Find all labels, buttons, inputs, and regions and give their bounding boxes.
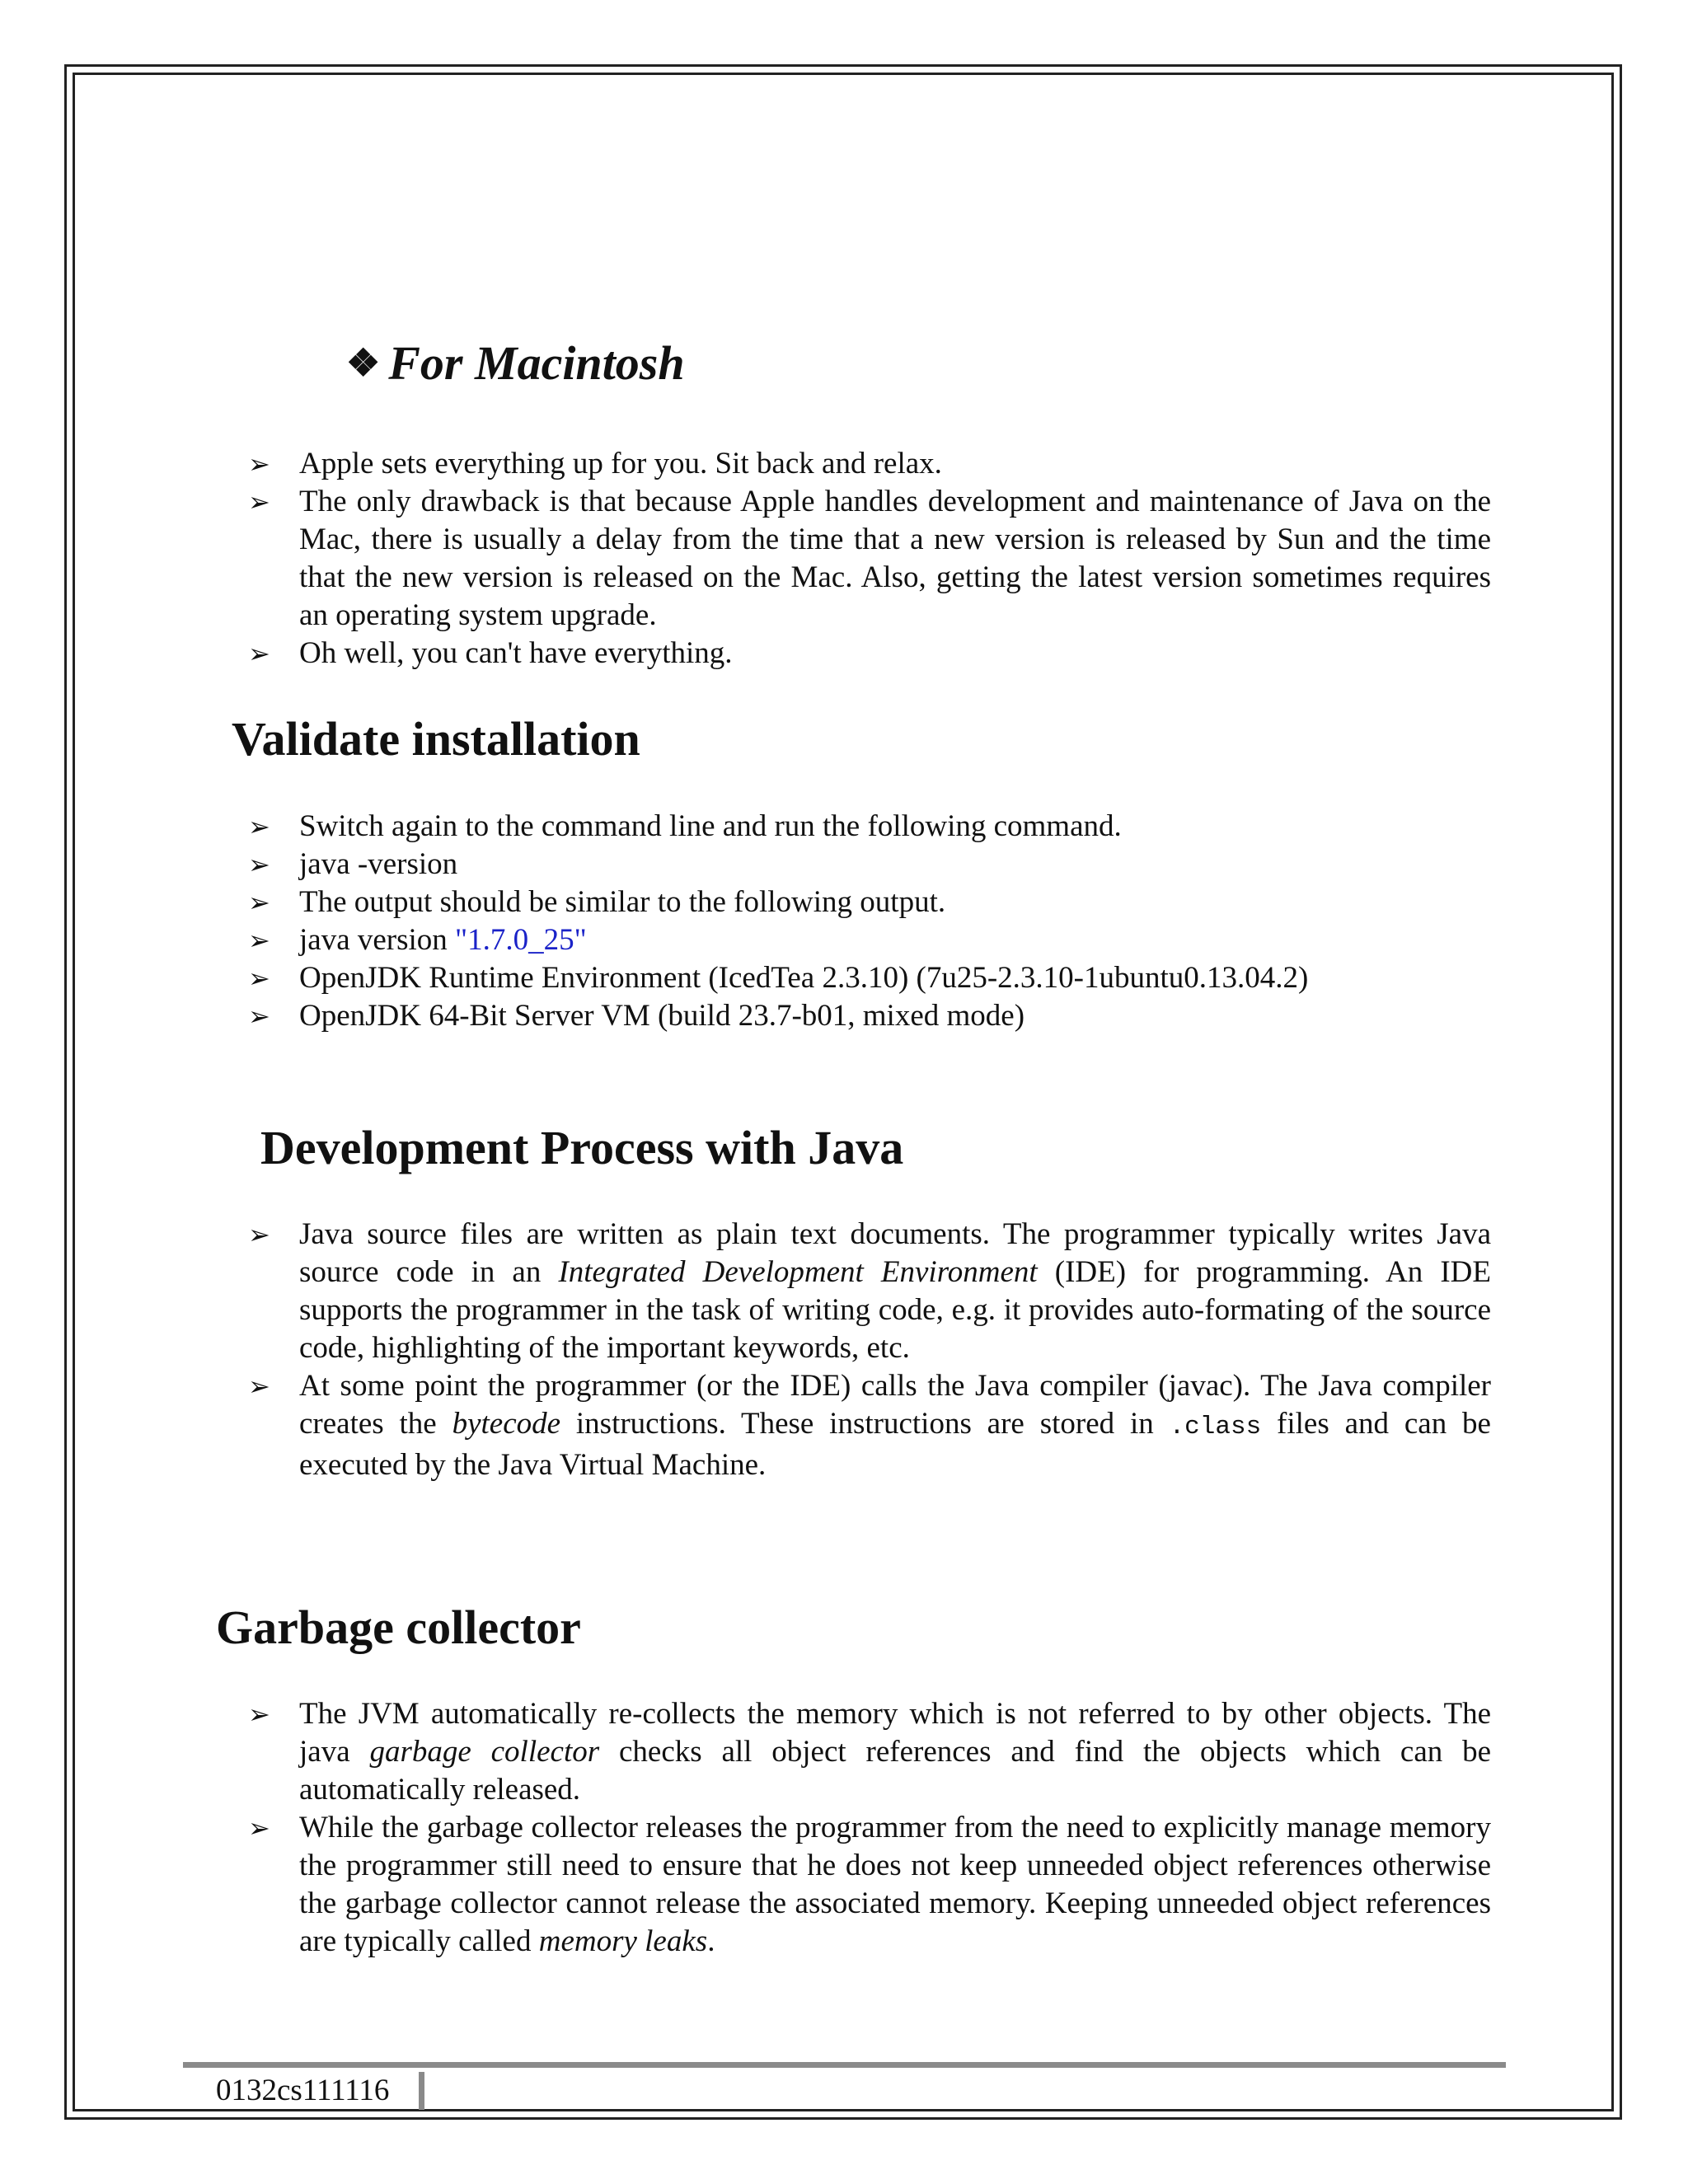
four-diamond-icon: ❖	[346, 342, 381, 384]
devprocess-heading: Development Process with Java	[260, 1121, 904, 1174]
arrow-bullet-icon: ➢	[248, 448, 270, 480]
arrow-bullet-icon: ➢	[248, 1371, 270, 1402]
list-item: ➢ Switch again to the command line and run the following command.	[248, 808, 1491, 846]
list-item: ➢ OpenJDK Runtime Environment (IcedTea 2.3.10) (7u25-2.3.10-1ubuntu0.13.04.2)	[248, 959, 1491, 997]
list-item: ➢ java version "1.7.0_25"	[248, 921, 1491, 959]
validate-heading: Validate installation	[232, 712, 640, 766]
arrow-bullet-icon: ➢	[248, 1001, 270, 1032]
arrow-bullet-icon: ➢	[248, 963, 270, 994]
footer-divider	[419, 2072, 424, 2110]
arrow-bullet-icon: ➢	[248, 1219, 270, 1250]
arrow-bullet-icon: ➢	[248, 1699, 270, 1730]
arrow-bullet-icon: ➢	[248, 925, 270, 956]
list-item: ➢ java -version	[248, 846, 1491, 883]
list-item: ➢ OpenJDK 64-Bit Server VM (build 23.7-b01, mixed mode)	[248, 997, 1491, 1035]
footer-rule	[183, 2062, 1506, 2068]
list-item: ➢ At some point the programmer (or the IDE) calls the Java compiler (javac). The Java compiler creates the bytecode instructions. These instructions are stored in .class files and can be executed by the Java Virtual Machine.	[248, 1369, 1491, 1482]
arrow-bullet-icon: ➢	[248, 887, 270, 918]
list-item: ➢ While the garbage collector releases the programmer from the need to explicitly manage memory the programmer still need to ensure that he does not keep unneeded object references otherwise the garbage collector cannot release the associated memory. Keeping unneeded object references are typically called memory leaks.	[248, 1811, 1491, 1958]
list-item: ➢ The output should be similar to the following output.	[248, 883, 1491, 921]
list-item: ➢ Java source files are written as plain text documents. The programmer typically writes Java source code in an Integrated Development Environment (IDE) for programming. An IDE supports the programmer in the task of writing code, e.g. it provides auto-formating of the source code, highlighting of the important keywords, etc.	[248, 1217, 1491, 1365]
arrow-bullet-icon: ➢	[248, 1812, 270, 1844]
mac-section-title: ❖ For Macintosh	[346, 336, 685, 390]
garbage-list	[248, 1695, 1491, 1961]
validate-list	[248, 808, 1491, 1035]
version-string: "1.7.0_25"	[455, 923, 587, 957]
footer-id: 0132cs111116	[216, 2074, 390, 2107]
garbage-heading: Garbage collector	[216, 1601, 581, 1654]
arrow-bullet-icon: ➢	[248, 486, 270, 518]
arrow-bullet-icon: ➢	[248, 811, 270, 842]
mac-list	[248, 445, 1491, 673]
arrow-bullet-icon: ➢	[248, 638, 270, 669]
list-item: ➢ Apple sets everything up for you. Sit back and relax.	[248, 445, 1491, 483]
list-item: ➢ The JVM automatically re-collects the memory which is not referred to by other objects. The java garbage collector checks all object references and find the objects which can be automatically released.	[248, 1697, 1492, 1807]
devprocess-list	[248, 1216, 1491, 1484]
list-item: ➢ The only drawback is that because Apple handles development and maintenance of Java on the Mac, there is usually a delay from the time that a new version is released by Sun and the time that the new version is released on the Mac. Also, getting the latest version sometimes requires an operating system upgrade.	[248, 485, 1491, 632]
arrow-bullet-icon: ➢	[248, 849, 270, 880]
list-item: ➢ Oh well, you can't have everything.	[248, 635, 1491, 673]
